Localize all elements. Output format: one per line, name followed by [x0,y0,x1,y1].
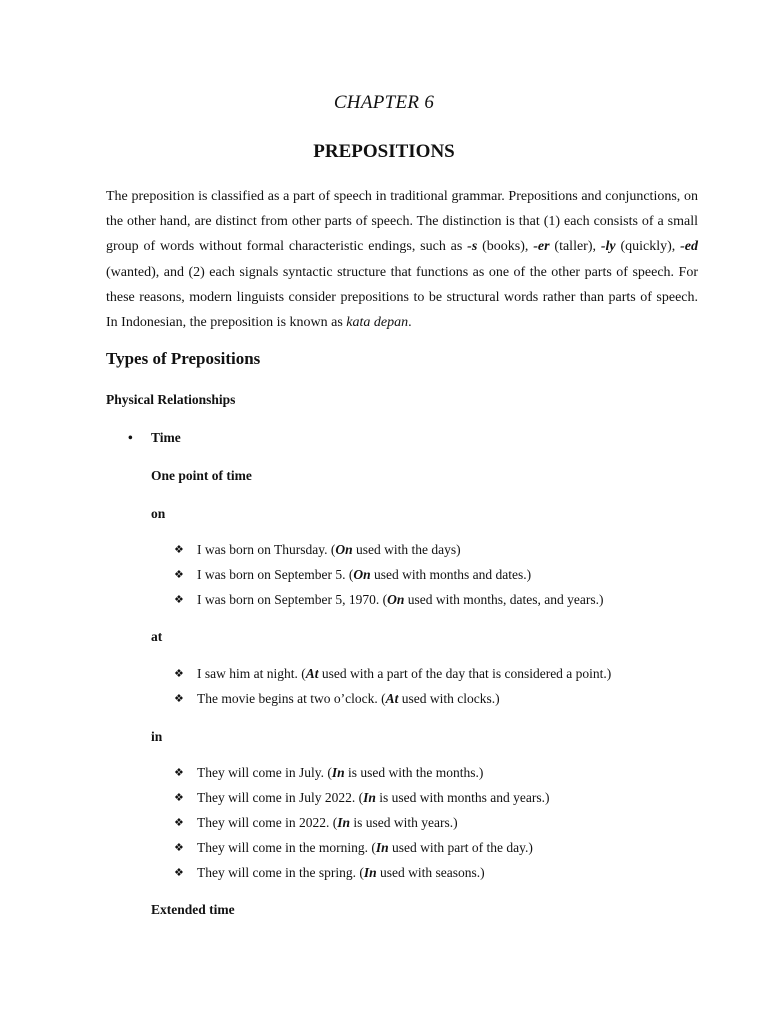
example-text: is used with the months.) [344,765,484,780]
example-keyword: At [305,666,319,681]
example-text: They will come in July. ( [197,765,332,780]
example-keyword: In [331,765,345,780]
section-heading: Types of Prepositions [106,349,261,368]
example-text: used with months and dates.) [370,567,532,582]
diamond-bullet-icon: ❖ [174,594,184,606]
example-text: used with months, dates, and years.) [404,592,604,607]
in-examples-list [174,765,714,890]
example-text: used with seasons.) [376,865,485,880]
example-keyword: On [353,567,371,582]
intro-text: (wanted), and (2) each signals syntactic structure that functions as one of the other parts of speech. For these reasons, modern linguists consider prepositions to be structural words rather than parts of speech. In Indonesian, the preposition is known as [106,264,698,331]
at-examples-list [174,666,714,716]
intro-text: (quickly), [615,239,681,255]
diamond-bullet-icon: ❖ [174,569,184,581]
bullet-label: Time [151,430,181,445]
example-item [174,840,714,865]
example-text: They will come in 2022. ( [197,815,338,830]
example-item [174,765,714,790]
diamond-bullet-icon: ❖ [174,792,184,804]
example-text: I was born on September 5. ( [197,567,354,582]
example-text: is used with years.) [350,815,458,830]
diamond-bullet-icon: ❖ [174,544,184,556]
diamond-bullet-icon: ❖ [174,867,184,879]
suffix-ed: -ed [680,239,698,255]
bullet-icon: • [128,430,133,445]
example-text: I was born on September 5, 1970. ( [197,592,388,607]
example-text: used with clocks.) [398,691,500,706]
example-item [174,542,714,567]
diamond-bullet-icon: ❖ [174,817,184,829]
example-item [174,865,714,890]
diamond-bullet-icon: ❖ [174,668,184,680]
example-keyword: In [375,840,389,855]
intro-paragraph [106,184,698,335]
example-text: The movie begins at two o’clock. ( [197,691,386,706]
example-keyword: On [387,592,405,607]
example-item [174,666,714,691]
suffix-er: -er [533,239,550,255]
intro-text: (taller), [549,239,601,255]
extended-time-label: Extended time [151,902,235,917]
diamond-bullet-icon: ❖ [174,693,184,705]
example-keyword: In [337,815,350,830]
chapter-label: CHAPTER 6 [333,92,435,113]
intro-text: The preposition is classified as a part of speech in traditional grammar. Prepositions and conjunctions, on the other hand, are distinct from other parts of speech. The distinction is that (1) each consists of a small group of words without formal characteristic endings, such as [106,189,698,255]
kata-depan-term: kata depan [346,315,409,331]
example-keyword: At [385,691,399,706]
intro-text: . [408,315,412,331]
example-text: They will come in the morning. ( [197,840,376,855]
example-text: They will come in July 2022. ( [197,790,364,805]
page-title: PREPOSITIONS [313,141,455,162]
one-point-of-time-label: One point of time [151,468,252,483]
example-item [174,592,714,617]
bullet-item-time [128,430,181,446]
diamond-bullet-icon: ❖ [174,842,184,854]
example-item [174,567,714,592]
diamond-bullet-icon: ❖ [174,767,184,779]
example-item [174,691,714,716]
example-item [174,815,714,840]
example-text: used with a part of the day that is considered a point.) [318,666,612,681]
example-keyword: In [363,790,376,805]
on-examples-list [174,542,714,617]
at-label: at [151,629,163,644]
example-text: is used with months and years.) [375,790,550,805]
example-text: They will come in the spring. ( [197,865,364,880]
suffix-s: -s [467,239,478,255]
example-text: I saw him at night. ( [197,666,306,681]
example-keyword: In [363,865,377,880]
intro-text: (books), [477,239,534,255]
example-item [174,790,714,815]
example-keyword: On [335,542,353,557]
example-text: used with part of the day.) [388,840,533,855]
example-text: I was born on Thursday. ( [197,542,336,557]
subsection-heading: Physical Relationships [106,392,236,407]
suffix-ly: -ly [600,239,616,255]
on-label: on [151,506,166,521]
example-text: used with the days) [352,542,461,557]
in-label: in [151,729,163,744]
